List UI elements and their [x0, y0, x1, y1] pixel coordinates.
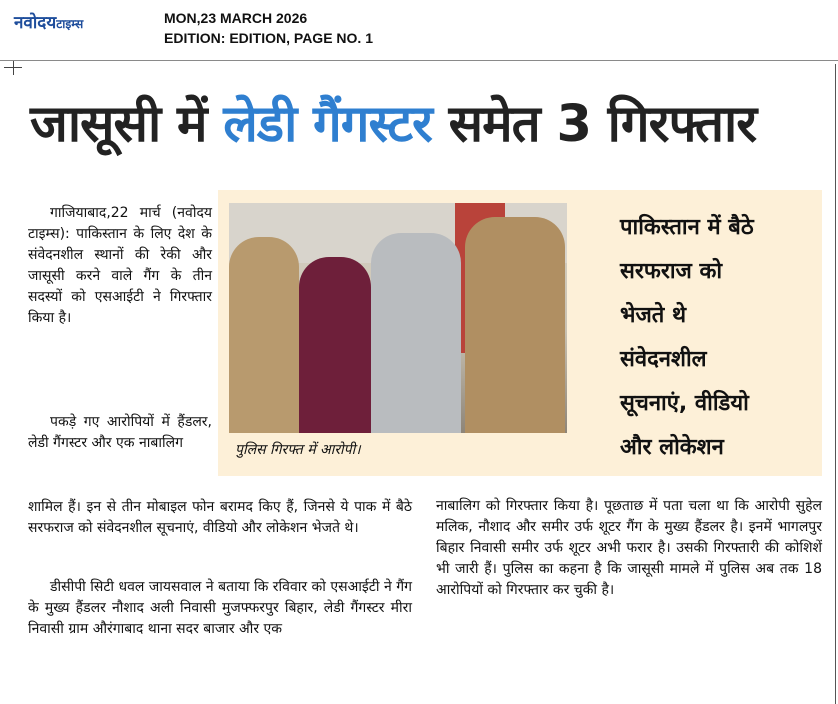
minor-figure: [371, 233, 461, 433]
edition-info: [164, 8, 373, 48]
headline-part1: जासूसी में: [30, 95, 224, 154]
article-headline: [30, 92, 830, 158]
lady-gangster-figure: [299, 257, 371, 433]
pull-quote-line: भेजते थे: [620, 303, 687, 328]
photo-caption: पुलिस गिरफ्त में आरोपी।: [235, 442, 361, 458]
policewoman-figure: [229, 237, 299, 433]
masthead-bar: [0, 0, 838, 60]
pull-quote-line: पाकिस्तान में बैठे: [620, 215, 754, 240]
policeman-figure: [465, 217, 565, 433]
date-line: MON,23 MARCH 2026: [164, 10, 308, 26]
headline-accent: लेडी गैंगस्टर: [223, 95, 432, 154]
newspaper-logo[interactable]: [14, 10, 83, 33]
pull-quote-line: सरफराज को: [620, 259, 723, 284]
pull-quote-line: संवेदनशील: [620, 347, 707, 372]
pull-quote-line: सूचनाएं, वीडियो: [620, 391, 749, 416]
pull-quote: [620, 206, 820, 470]
logo-sub-text: टाइम्स: [56, 17, 84, 31]
header-divider: [0, 60, 838, 61]
article-paragraph-1: गाजियाबाद,22 मार्च (नवोदय टाइम्स): पाकिस्तान के लिए देश के संवेदनशील स्थानों की रेकी और जासूसी करने वाले गैंग के तीन सदस्यों को एसआईटी ने गिरफ्तार किया है।: [28, 205, 212, 326]
pull-quote-line: और लोकेशन: [620, 435, 724, 460]
logo-main-text: नवोदय: [14, 13, 57, 33]
article-paragraph-3: शामिल हैं। इन से तीन मोबाइल फोन बरामद किए हैं, जिनसे ये पाक में बैठे सरफराज को संवेदनशील सूचनाएं, वीडियो और लोकेशन भेजते थे।: [28, 499, 412, 536]
article-paragraph-4: डीसीपी सिटी धवल जायसवाल ने बताया कि रविवार को एसआईटी ने गैंग के मुख्य हैंडलर नौशाद अली निवासी मुजफ्फरपुर बिहार, लेडी गैंगस्टर मीरा निवासी ग्राम औरंगाबाद थाना सदर बाजार और एक: [28, 579, 412, 637]
headline-part2: समेत 3 गिरफ्तार: [431, 95, 757, 154]
news-photo[interactable]: [229, 203, 567, 433]
article-paragraph-2: पकड़े गए आरोपियों में हैंडलर, लेडी गैंगस्टर और एक नाबालिग: [28, 414, 212, 451]
crop-mark-icon: [4, 61, 22, 75]
article-paragraph-5: नाबालिग को गिरफ्तार किया है। पूछताछ में पता चला था कि आरोपी सुहेल मलिक, नौशाद और समीर उर्फ शूटर गैंग के मुख्य हैंडलर है। इनमें भागलपुर बिहार निवासी समीर उर्फ शूटर अभी फरार है। उसकी गिरफ्तारी की कोशिशें भी जारी हैं। पुलिस का कहना है कि जासूसी मामले में पुलिस अब तक 18 आरोपियों को गिरफ्तार कर चुकी है।: [436, 498, 822, 598]
edition-line: EDITION: EDITION, PAGE NO. 1: [164, 30, 373, 46]
clip-border: [835, 64, 836, 704]
